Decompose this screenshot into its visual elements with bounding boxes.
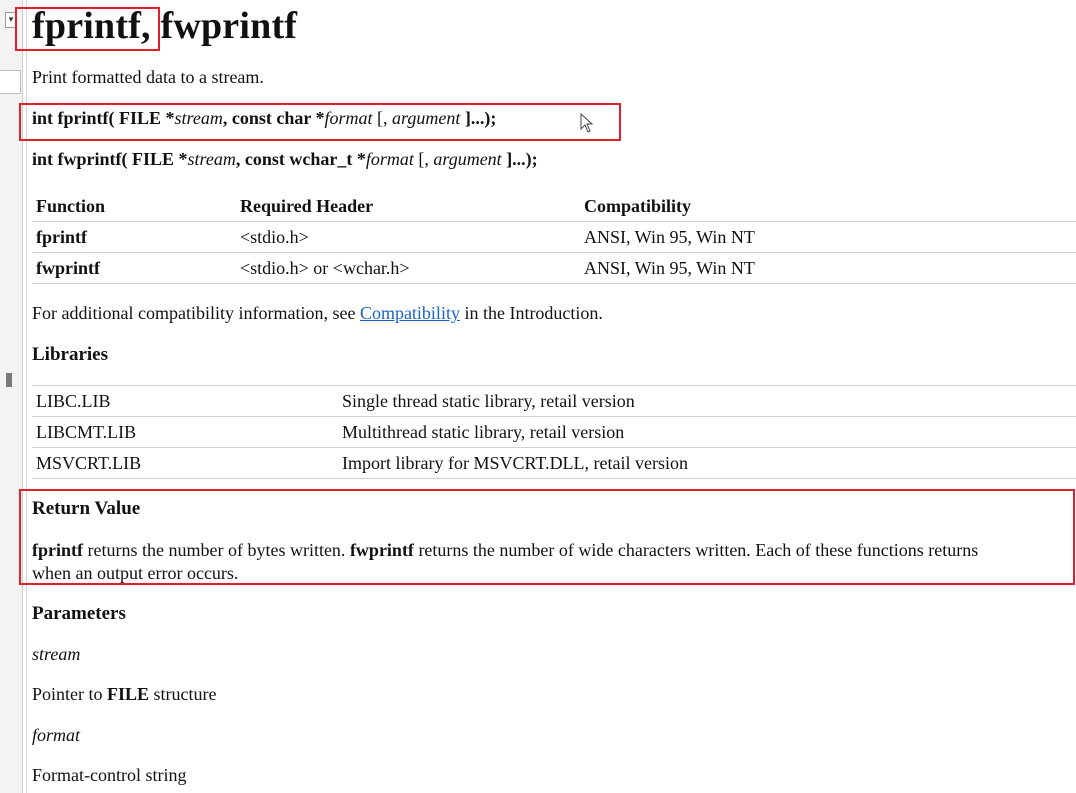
param-stream-desc-before: Pointer to	[32, 684, 107, 704]
param-stream-desc-bold: FILE	[107, 684, 150, 704]
syntax-fprintf-suffix: ]...);	[460, 108, 497, 128]
table-cell: LIBCMT.LIB	[32, 417, 338, 448]
column-header: Required Header	[236, 192, 580, 222]
parameters-heading: Parameters	[32, 603, 126, 624]
title-fprintf: fprintf,	[32, 5, 151, 47]
syntax-fprintf-prefix: int fprintf( FILE *	[32, 108, 175, 128]
syntax-fprintf-argument: argument	[392, 108, 461, 128]
return-fn1: fprintf	[32, 540, 83, 560]
compat-note-after: in the Introduction.	[459, 303, 603, 323]
dropdown-arrow-icon[interactable]: ▾	[5, 12, 17, 28]
param-format-name: format	[32, 725, 81, 745]
syntax-fwprintf-argument: argument	[433, 149, 502, 169]
compatibility-link[interactable]: Compatibility	[359, 303, 460, 323]
table-cell: MSVCRT.LIB	[32, 448, 338, 479]
return-fn2: fwprintf	[349, 540, 414, 560]
syntax-fprintf-mid: , const char *	[222, 108, 325, 128]
syntax-fwprintf	[32, 149, 538, 170]
syntax-fwprintf-prefix: int fwprintf( FILE *	[32, 149, 188, 169]
table-row	[32, 386, 1076, 417]
table-row	[32, 253, 1076, 284]
libraries-table	[32, 385, 1076, 479]
description: Print formatted data to a stream.	[32, 67, 264, 87]
splitter-handle[interactable]	[6, 373, 12, 387]
column-header: Function	[32, 192, 236, 222]
syntax-fprintf-bracket: [,	[372, 108, 393, 128]
table-cell: LIBC.LIB	[32, 386, 338, 417]
syntax-fwprintf-suffix: ]...);	[501, 149, 538, 169]
compat-note-before: For additional compatibility information, see	[32, 303, 360, 323]
table-cell: ANSI, Win 95, Win NT	[580, 222, 1076, 253]
libraries-heading: Libraries	[32, 344, 108, 365]
title-fwprintf: fwprintf	[160, 5, 298, 47]
table-cell: Single thread static library, retail version	[338, 386, 1076, 417]
pane-tab[interactable]	[0, 70, 21, 94]
column-header: Compatibility	[580, 192, 1076, 222]
mouse-cursor-icon	[580, 113, 594, 133]
return-text2: returns the number of wide characters written. Each of these functions returns	[413, 540, 979, 560]
table-row	[32, 417, 1076, 448]
table-cell: Multithread static library, retail version	[338, 417, 1076, 448]
table-cell: <stdio.h>	[236, 222, 580, 253]
syntax-fprintf-format: format	[324, 108, 373, 128]
title-highlight-box	[15, 7, 160, 51]
return-value-heading: Return Value	[32, 498, 141, 519]
syntax-fwprintf-stream: stream	[187, 149, 236, 169]
table-cell: fprintf	[32, 222, 236, 253]
compatibility-note	[32, 303, 603, 324]
table-header-row	[32, 192, 1076, 222]
param-format-desc: Format-control string	[32, 765, 187, 785]
syntax-fwprintf-format: format	[365, 149, 414, 169]
table-row	[32, 222, 1076, 253]
syntax-fprintf-stream: stream	[174, 108, 223, 128]
param-stream-name: stream	[32, 644, 81, 664]
table-cell: fwprintf	[32, 253, 236, 284]
param-stream-desc	[32, 684, 217, 705]
syntax-highlight-box	[19, 103, 621, 141]
syntax-fwprintf-bracket: [,	[413, 149, 434, 169]
return-text1: returns the number of bytes written.	[83, 540, 350, 560]
param-stream-desc-after: structure	[149, 684, 217, 704]
syntax-fwprintf-mid: , const wchar_t *	[235, 149, 366, 169]
table-cell: <stdio.h> or <wchar.h>	[236, 253, 580, 284]
table-cell: Import library for MSVCRT.DLL, retail version	[338, 448, 1076, 479]
return-value-highlight-box	[19, 489, 1075, 585]
function-table	[32, 192, 1076, 284]
return-text3: when an output error occurs.	[32, 563, 239, 583]
table-cell: ANSI, Win 95, Win NT	[580, 253, 1076, 284]
table-row	[32, 448, 1076, 479]
